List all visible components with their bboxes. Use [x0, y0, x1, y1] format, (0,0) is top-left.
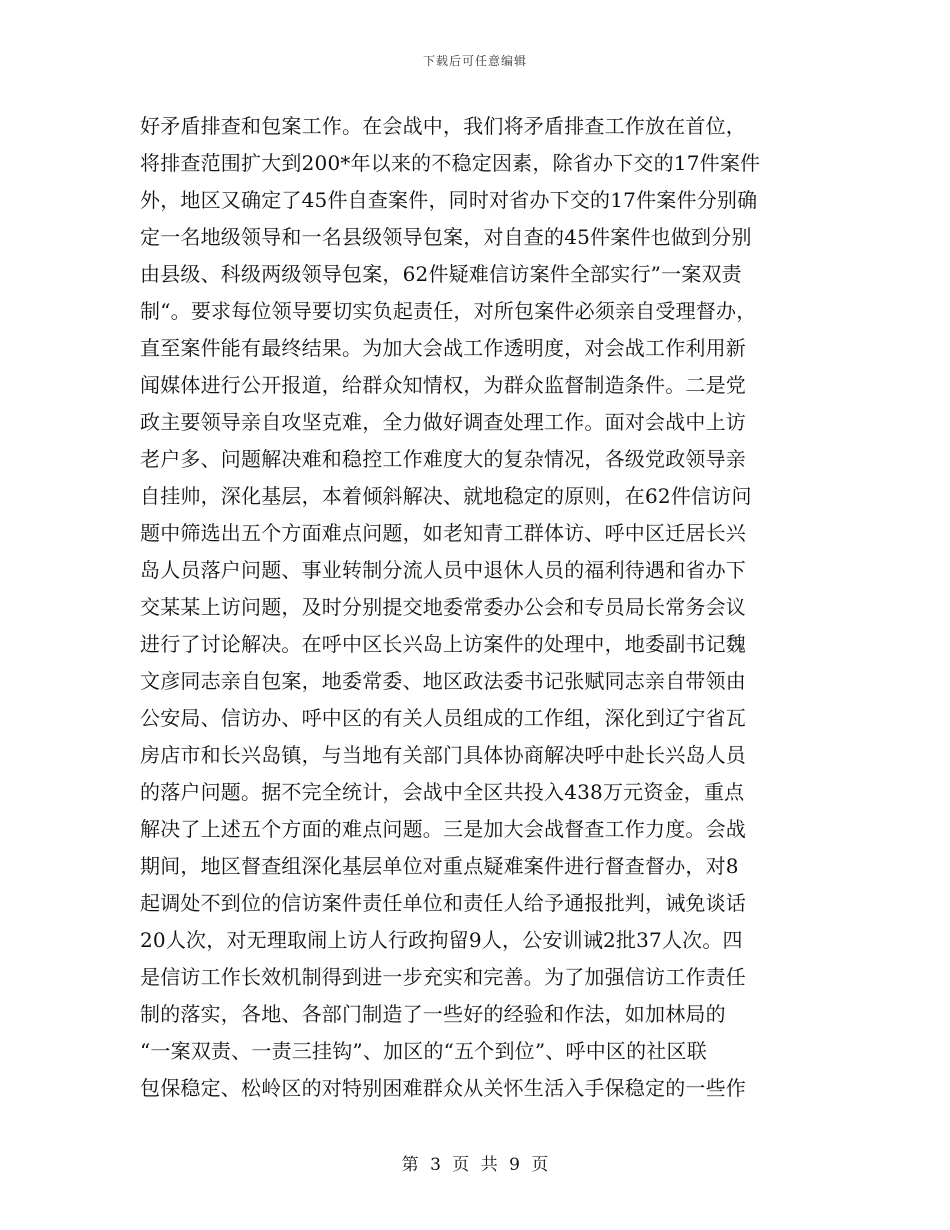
page-header-note: 下载后可任意编辑: [422, 54, 527, 68]
text-line: 是信访工作长效机制得到进一步充实和完善。为了加强信访工作责任: [140, 965, 746, 989]
text-line: “一案双责、一责三挂钩”、加区的“五个到位”、呼中区的社区联: [140, 1039, 707, 1063]
text-line: 由县级、科级两级领导包案，62件疑难信访案件全部实行”一案双责: [140, 262, 742, 286]
text-line: 制的落实，各地、各部门制造了一些好的经验和作法，如加林局的: [140, 1002, 726, 1026]
text-line: 自挂帅，深化基层，本着倾斜解决、就地稳定的原则，在62件信访问: [140, 484, 752, 508]
text-line: 解决了上述五个方面的难点问题。三是加大会战督查工作力度。会战: [140, 817, 746, 841]
text-line: 房店市和长兴岛镇，与当地有关部门具体协商解决呼中赴长兴岛人员: [140, 743, 746, 767]
text-line: 公安局、信访办、呼中区的有关人员组成的工作组，深化到辽宁省瓦: [140, 706, 746, 730]
text-line: 定一名地级领导和一名县级领导包案，对自查的45件案件也做到分别: [140, 225, 752, 249]
text-line: 文彦同志亲自包案，地委常委、地区政法委书记张赋同志亲自带领由: [140, 669, 746, 693]
text-line: 期间，地区督查组深化基层单位对重点疑难案件进行督查督办，对8: [140, 854, 739, 878]
text-line: 进行了讨论解决。在呼中区长兴岛上访案件的处理中，地委副书记魏: [140, 632, 746, 656]
text-line: 题中筛选出五个方面难点问题，如老知青工群体访、呼中区迁居长兴: [140, 521, 746, 545]
text-line: 起调处不到位的信访案件责任单位和责任人给予通报批判，诫免谈话: [140, 891, 746, 915]
page-number-footer: 第 3 页 共 9 页: [401, 1155, 549, 1175]
text-line: 将排查范围扩大到200*年以来的不稳定因素，除省办下交的17件案件: [140, 151, 761, 175]
document-body: [140, 108, 820, 1107]
text-line: 政主要领导亲自攻坚克难，全力做好调查处理工作。面对会战中上访: [140, 410, 746, 434]
text-line: 的落户问题。据不完全统计，会战中全区共投入438万元资金，重点: [140, 780, 745, 804]
text-line: 直至案件能有最终结果。为加大会战工作透明度，对会战工作利用新: [140, 336, 746, 360]
text-line: 外，地区又确定了45件自查案件，同时对省办下交的17件案件分别确: [140, 188, 758, 212]
text-line: 好矛盾排查和包案工作。在会战中，我们将矛盾排查工作放在首位，: [140, 114, 746, 138]
text-line: 老户多、问题解决难和稳控工作难度大的复杂情况，各级党政领导亲: [140, 447, 746, 471]
text-line: 制“。要求每位领导要切实负起责任，对所包案件必须亲自受理督办，: [140, 299, 757, 323]
text-line: 闻媒体进行公开报道，给群众知情权，为群众监督制造条件。二是党: [140, 373, 746, 397]
text-line: 交某某上访问题，及时分别提交地委常委办公会和专员局长常务会议: [140, 595, 746, 619]
text-line: 20人次，对无理取闹上访人行政拘留9人，公安训诫2批37人次。四: [140, 928, 743, 952]
text-line: 岛人员落户问题、事业转制分流人员中退休人员的福利待遇和省办下: [140, 558, 746, 582]
text-line: 包保稳定、松岭区的对特别困难群众从关怀生活入手保稳定的一些作: [140, 1076, 746, 1100]
